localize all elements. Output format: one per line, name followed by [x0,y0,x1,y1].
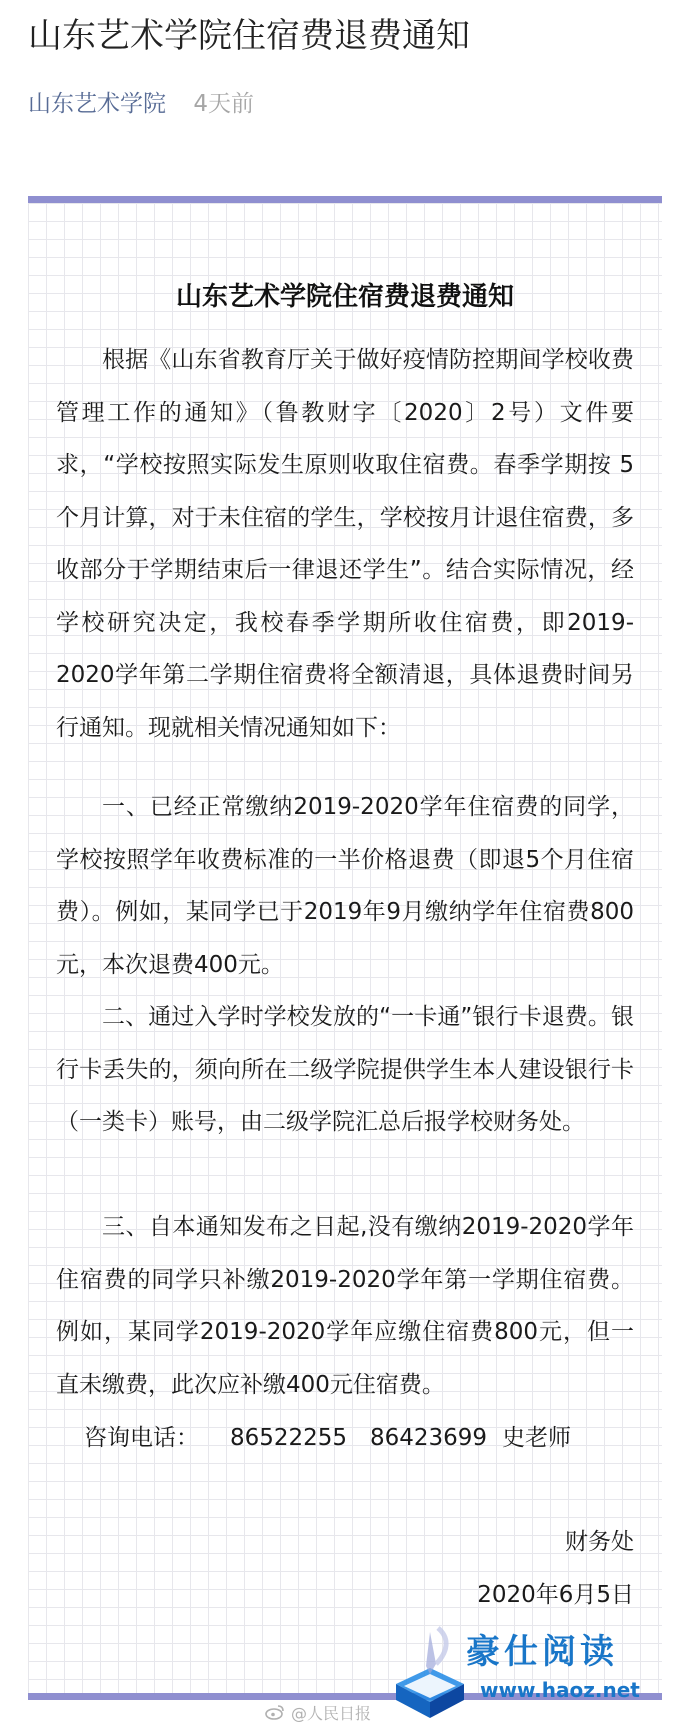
document-title: 山东艺术学院住宿费退费通知 [175,282,514,312]
author-link[interactable]: 山东艺术学院 [28,91,166,117]
paragraph-intro: 根据《山东省教育厅关于做好疫情防控期间学校收费管理工作的通知》（鲁教财字〔2020〕2号）文件要求，“学校按照实际发生原则收取住宿费。春季学期按 5 个月计算，对于未住宿的学生，学校按月计退住宿费，多收部分于学期结束后一律退还学生”。结合实际情况，经学校研究决定，我校春季学期所收住宿费，即2019-2020学年第二学期住宿费将全额清退，具体退费时间另行通知。现就相关情况通知如下： [56,347,634,741]
logo-title: 豪仕阅读 [466,1632,618,1672]
weibo-handle: @人民日报 [291,1704,372,1723]
article-meta [28,88,254,120]
haoz-watermark [392,1614,682,1732]
weibo-watermark [265,1701,371,1728]
paragraph-item-1: 一、已经正常缴纳2019-2020学年住宿费的同学，学校按照学年收费标准的一半价格退费（即退5个月住宿费）。例如，某同学已于2019年9月缴纳学年住宿费800元，本次退费400元。 [56,794,634,978]
weibo-icon [265,1702,285,1728]
notice-image [28,196,662,1700]
paragraph-item-2: 二、通过入学时学校发放的“一卡通”银行卡退费。银行卡丢失的，须向所在二级学院提供学生本人建设银行卡（一类卡）账号，由二级学院汇总后报学校财务处。 [56,1004,634,1135]
paragraph-item-3: 三、自本通知发布之日起,没有缴纳2019-2020学年住宿费的同学只补缴2019-2020学年第一学期住宿费。例如，某同学2019-2020学年应缴住宿费800元，但一直未缴费，此次应补缴400元住宿费。 [56,1214,634,1398]
logo-url: www.haoz.net [480,1678,640,1702]
publish-time: 4天前 [193,91,254,117]
date: 2020年6月5日 [477,1582,634,1608]
book-logo-icon [390,1624,470,1724]
contact-label: 咨询电话： [84,1425,199,1451]
contact-phone-1: 86522255 [230,1425,348,1451]
contact-phone-2: 86423699 [370,1425,488,1451]
page-title: 山东艺术学院住宿费退费通知 [28,16,470,56]
contact-line [84,1411,644,1461]
contact-person: 史老师 [502,1425,571,1451]
signature: 财务处 [565,1529,634,1555]
